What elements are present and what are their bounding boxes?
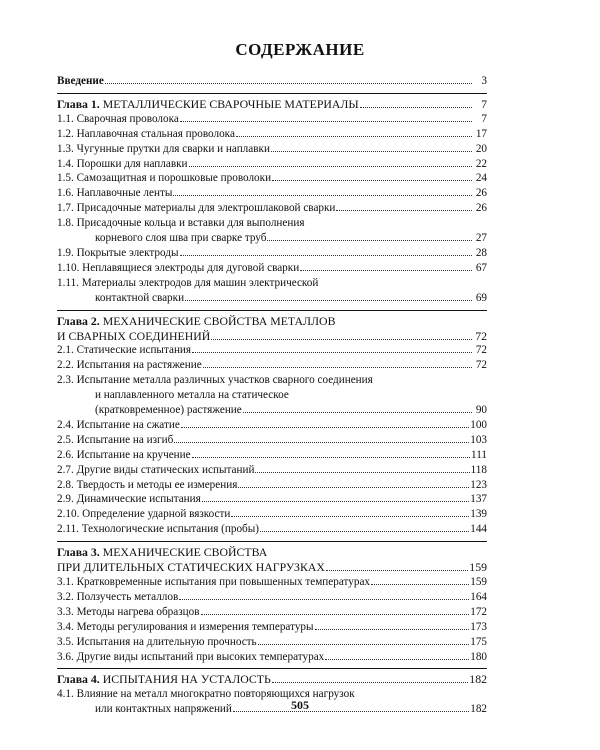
toc-entry[interactable]: или контактных напряжений 182 xyxy=(95,703,487,716)
toc-entry[interactable]: 1.7. Присадочные материалы для электрошлаковой сварки 26 xyxy=(57,202,487,215)
chapter-number: Глава 2. xyxy=(57,313,100,328)
toc-entry[interactable]: 1.3. Чугунные прутки для сварки и наплавки 20 xyxy=(57,142,487,155)
toc-entry[interactable]: 1.9. Покрытые электроды 28 xyxy=(57,246,487,259)
leader-dots xyxy=(360,99,472,108)
toc-entry[interactable]: 2.1. Статические испытания 72 xyxy=(57,344,487,357)
chapter-number: Глава 4. xyxy=(57,672,100,687)
toc-entry[interactable]: 3.6. Другие виды испытаний при высоких температурах 180 xyxy=(57,650,487,663)
chapter-title: ИСПЫТАНИЯ НА УСТАЛОСТЬ xyxy=(102,672,271,687)
intro-label: Введение xyxy=(57,75,104,87)
page-ref: 3 xyxy=(481,75,487,87)
toc-entry[interactable]: 2.5. Испытание на изгиб 103 xyxy=(57,433,487,446)
toc-entry[interactable]: 1.5. Самозащитная и порошковые проволоки 24 xyxy=(57,172,487,185)
chapter-number: Глава 3. xyxy=(57,545,100,560)
toc-entry-line: 1.11. Материалы электродов для машин электрической xyxy=(57,276,319,289)
toc-entry[interactable]: 3.3. Методы нагрева образцов 172 xyxy=(57,605,487,618)
page-number: 505 xyxy=(291,698,309,712)
toc-entry[interactable]: 1.4. Порошки для наплавки 22 xyxy=(57,157,487,170)
chapter-title-cont: И СВАРНЫХ СОЕДИНЕНИЙ xyxy=(57,328,211,343)
toc-entry[interactable]: 3.1. Кратковременные испытания при повышенных температурах 159 xyxy=(57,576,487,588)
toc-entry[interactable]: 3.4. Методы регулирования и измерения температуры 173 xyxy=(57,620,487,633)
toc-entry[interactable]: 2.10. Определение ударной вязкости 139 xyxy=(57,508,487,521)
chapter-title: МЕХАНИЧЕСКИЕ СВОЙСТВА МЕТАЛЛОВ xyxy=(102,313,336,328)
page-title: СОДЕРЖАНИЕ xyxy=(235,40,365,59)
toc-entry[interactable]: 1.10. Неплавящиеся электроды для дуговой сварки 67 xyxy=(57,261,487,274)
toc-entry[interactable]: контактной сварки 69 xyxy=(95,291,487,304)
leader-dots xyxy=(105,75,472,84)
toc-entry[interactable]: 1.6. Наплавочные ленты 26 xyxy=(57,187,487,200)
toc-entry[interactable]: 3.2. Ползучесть металлов 164 xyxy=(57,590,487,603)
toc-entry-chapter-2[interactable]: И СВАРНЫХ СОЕДИНЕНИЙ 72 xyxy=(57,328,487,343)
toc-entry[interactable]: 2.9. Динамические испытания 137 xyxy=(57,493,487,506)
chapter-title-cont: ПРИ ДЛИТЕЛЬНЫХ СТАТИЧЕСКИХ НАГРУЗКАХ xyxy=(57,560,325,575)
toc-entry-line: и наплавленного металла на статическое xyxy=(95,389,289,402)
toc-entry[interactable]: 2.6. Испытание на кручение 111 xyxy=(57,448,487,461)
toc-entry[interactable]: 2.7. Другие виды статических испытаний 118 xyxy=(57,463,487,476)
toc-section-chapter-2 xyxy=(57,310,487,538)
toc-entry[interactable]: 1.1. Сварочная проволока 7 xyxy=(57,112,487,125)
page-ref: 7 xyxy=(481,96,487,111)
toc-entry-chapter-3[interactable]: ПРИ ДЛИТЕЛЬНЫХ СТАТИЧЕСКИХ НАГРУЗКАХ 159 xyxy=(57,560,487,575)
toc-section-chapter-1 xyxy=(57,93,487,306)
toc-section-chapter-3 xyxy=(57,541,487,664)
toc-entry[interactable]: корневого слоя шва при сварке труб 27 xyxy=(95,232,487,245)
toc-entry[interactable]: 2.8. Твердость и методы ее измерения 123 xyxy=(57,478,487,491)
toc-entry-chapter-1[interactable] xyxy=(57,97,487,112)
toc-entry-line: 4.1. Влияние на металл многократно повторяющихся нагрузок xyxy=(57,688,355,701)
toc-section-intro xyxy=(57,74,487,89)
toc-entry-line: 1.8. Присадочные кольца и вставки для выполнения xyxy=(57,217,305,230)
toc-entry[interactable]: (кратковременное) растяжение 90 xyxy=(95,404,487,417)
toc-entry-chapter-4[interactable]: Глава 4. ИСПЫТАНИЯ НА УСТАЛОСТЬ 182 xyxy=(57,672,487,687)
toc-entry-intro[interactable] xyxy=(57,74,487,89)
toc-entry[interactable]: 1.2. Наплавочная стальная проволока 17 xyxy=(57,127,487,140)
chapter-title: МЕХАНИЧЕСКИЕ СВОЙСТВА xyxy=(102,545,268,560)
table-of-contents xyxy=(57,74,487,721)
chapter-number: Глава 1. xyxy=(57,96,100,111)
toc-entry[interactable]: 2.11. Технологические испытания (пробы) 144 xyxy=(57,523,487,536)
toc-entry-line: 2.3. Испытание металла различных участков сварного соединения xyxy=(57,374,373,387)
toc-entry[interactable]: 2.4. Испытание на сжатие 100 xyxy=(57,418,487,431)
toc-entry[interactable]: 2.2. Испытания на растяжение 72 xyxy=(57,359,487,372)
toc-entry[interactable]: 3.5. Испытания на длительную прочность 175 xyxy=(57,635,487,648)
chapter-title: МЕТАЛЛИЧЕСКИЕ СВАРОЧНЫЕ МАТЕРИАЛЫ xyxy=(102,96,359,111)
